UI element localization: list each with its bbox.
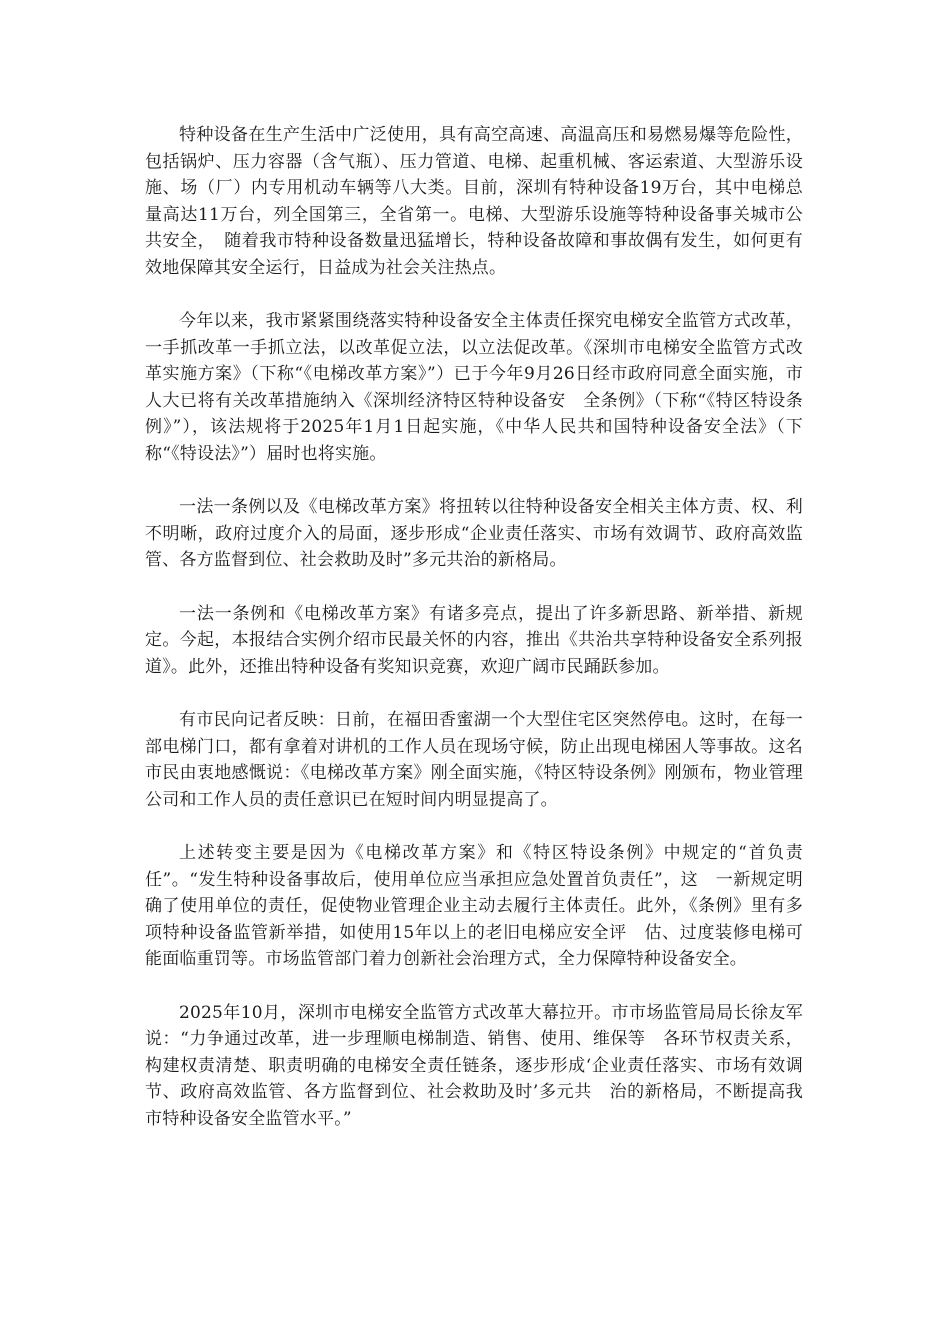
paragraph-reform-launch: 2025年10月，深圳市电梯安全监管方式改革大幕拉开。市市场监管局局长徐友军说：“力争通过改革，进一步理顺电梯制造、销售、使用、维保等 各环节权责关系，构建权责清楚、职责明确的电梯安全责任链条，逐步形成‘企业责任落实、市场有效调节、政府高效监管、各方监督到位、社会救助及时’多元共 治的新格局，不断提高我市特种设备安全监管水平。”	[145, 1002, 803, 1129]
paragraph-first-responsibility: 上述转变主要是因为《电梯改革方案》和《特区特设条例》中规定的“首负责任”。“发生特种设备事故后，使用单位应当承担应急处置首负责任”，这 一新规定明确了使用单位的责任，促使物业管理企业主动去履行主体责任。此外，《条例》里有多项特种设备监管新举措，如使用15年以上的老旧电梯应安全评 估、过度装修电梯可能面临重罚等。市场监管部门着力创新社会治理方式，全力保障特种设备安全。	[145, 843, 803, 969]
paragraph-new-pattern: 一法一条例以及《电梯改革方案》将扭转以往特种设备安全相关主体方责、权、利不明晰，政府过度介入的局面，逐步形成“企业责任落实、市场有效调节、政府高效监管、各方监督到位、社会救助及时”多元共治的新格局。	[145, 497, 803, 570]
paragraph-citizen-report: 有市民向记者反映：日前，在福田香蜜湖一个大型住宅区突然停电。这时，在每一部电梯门口，都有拿着对讲机的工作人员在现场守候，防止出现电梯困人等事故。这名市民由衷地感慨说：《电梯改革方案》刚全面实施，《特区特设条例》刚颁布，物业管理公司和工作人员的责任意识已在短时间内明显提高了。	[145, 710, 803, 810]
document-body	[145, 122, 803, 1159]
paragraph-reform-legislation: 今年以来，我市紧紧围绕落实特种设备安全主体责任探究电梯安全监管方式改革，一手抓改革一手抓立法，以改革促立法，以立法促改革。《深圳市电梯安全监管方式改革实施方案》（下称“《电梯改革方案》”）已于今年9月26日经市政府同意全面实施，市人大已将有关改革措施纳入《深圳经济特区特种设备安 全条例》（下称“《特区特设条例》”），该法规将于2025年1月1日起实施，《中华人民共和国特种设备安全法》（下称“《特设法》”）届时也将实施。	[145, 311, 803, 464]
paragraph-highlights: 一法一条例和《电梯改革方案》有诸多亮点，提出了许多新思路、新举措、新规定。今起，本报结合实例介绍市民最关怀的内容，推出《共治共享特种设备安全系列报道》。此外，还推出特种设备有奖知识竞赛，欢迎广阔市民踊跃参加。	[145, 603, 803, 677]
paragraph-overview: 特种设备在生产生活中广泛使用，具有高空高速、高温高压和易燃易爆等危险性，包括锅炉、压力容器（含气瓶）、压力管道、电梯、起重机械、客运索道、大型游乐设施、场（厂）内专用机动车辆等八大类。目前，深圳有特种设备19万台，其中电梯总量高达11万台，列全国第三，全省第一。电梯、大型游乐设施等特种设备事关城市公共安全， 随着我市特种设备数量迅猛增长，特种设备故障和事故偶有发生，如何更有效地保障其安全运行，日益成为社会关注热点。	[145, 125, 803, 278]
